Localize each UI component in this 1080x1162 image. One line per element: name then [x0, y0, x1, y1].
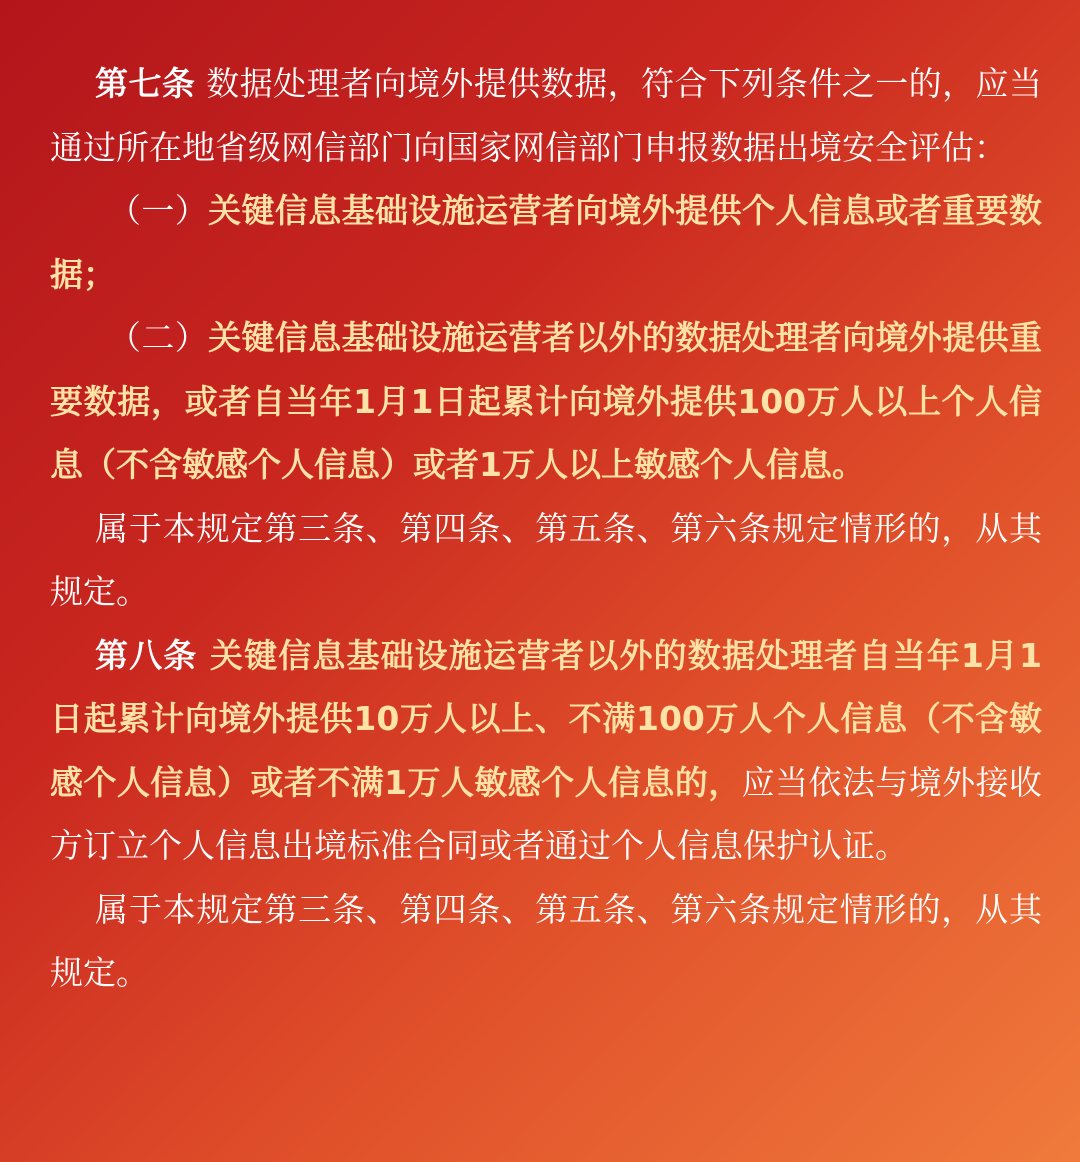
article7-item1-paragraph — [50, 179, 1042, 306]
article7-item2-paragraph — [50, 306, 1042, 497]
article7-item2-text: 关键信息基础设施运营者以外的数据处理者向境外提供重要数据，或者自当年1月1日起累计向境外提供100万人以上个人信息（不含敏感个人信息）或者1万人以上敏感个人信息。 — [50, 318, 1043, 484]
article8-exception-paragraph — [50, 878, 1042, 1005]
article7-title: 第七条 — [95, 64, 196, 103]
article7-item1-label: （一） — [108, 191, 209, 230]
article7-item2-label: （二） — [108, 318, 209, 357]
article7-exception-text: 属于本规定第三条、第四条、第五条、第六条规定情形的，从其规定。 — [50, 508, 1042, 611]
article8-exception-text: 属于本规定第三条、第四条、第五条、第六条规定情形的，从其规定。 — [50, 889, 1042, 992]
article7-item1-text: 关键信息基础设施运营者向境外提供个人信息或者重要数据； — [50, 191, 1043, 294]
article7-exception-paragraph — [50, 497, 1042, 624]
article8-paragraph — [50, 624, 1042, 878]
article8-highlight-text: 关键信息基础设施运营者以外的数据处理者自当年1月1日起累计向境外提供10万人以上、不满100万人个人信息（不含敏感个人信息）或者不满1万人敏感个人信息的， — [50, 635, 1042, 802]
article8-rest-text: 应当依法与境外接收方订立个人信息出境标准合同或者通过个人信息保护认证。 — [50, 762, 1043, 865]
article7-intro-paragraph — [50, 52, 1042, 179]
article7-intro-text: 数据处理者向境外提供数据，符合下列条件之一的，应当通过所在地省级网信部门向国家网信部门申报数据出境安全评估： — [50, 64, 1042, 167]
article8-title: 第八条 — [95, 635, 198, 675]
